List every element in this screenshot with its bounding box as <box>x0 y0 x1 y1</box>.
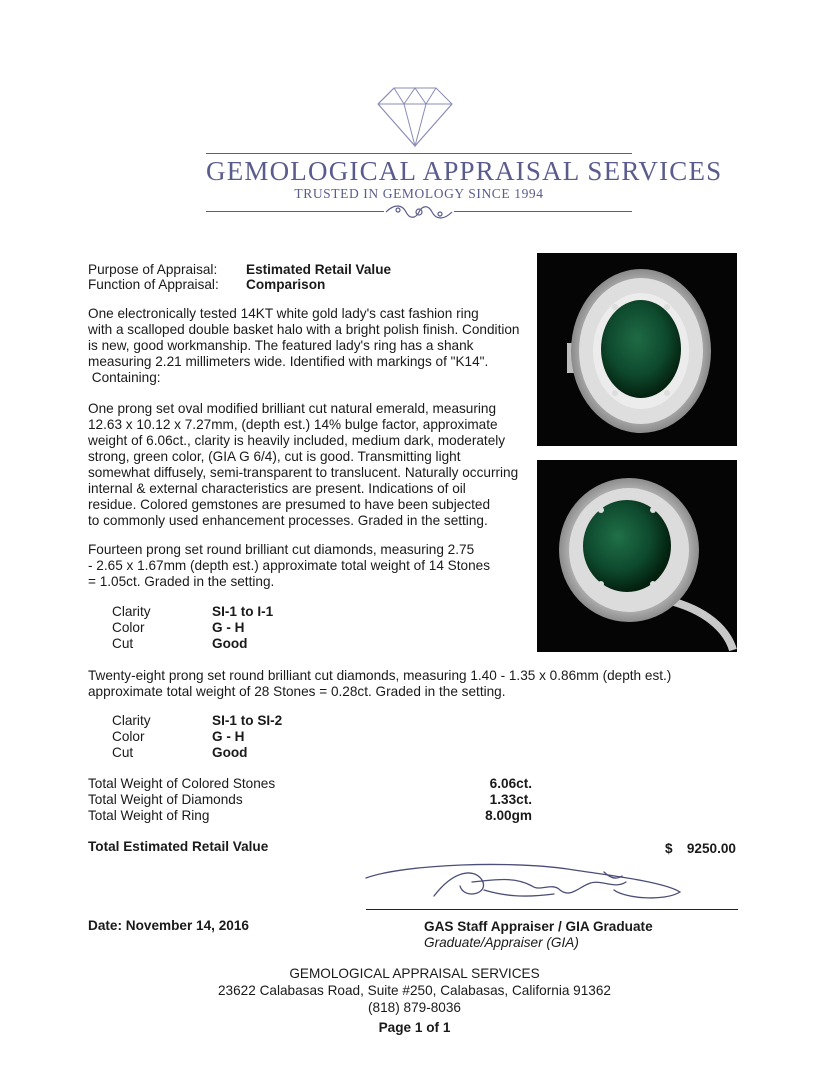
diamonds1-color-value: G - H <box>212 620 245 635</box>
diamonds1-description <box>88 542 490 590</box>
function-label: Function of Appraisal: <box>88 277 219 292</box>
total-diamonds-label: Total Weight of Diamonds <box>88 792 243 807</box>
company-title: GEMOLOGICAL APPRAISAL SERVICES <box>206 156 723 186</box>
description-line: is new, good workmanship. The featured lady's ring has a shank <box>88 338 474 353</box>
appraiser-subtitle: Graduate/Appraiser (GIA) <box>424 935 579 950</box>
total-ring-weight-label: Total Weight of Ring <box>88 808 210 823</box>
flourish-ornament-icon <box>384 202 454 222</box>
appraiser-title: GAS Staff Appraiser / GIA Graduate <box>424 919 653 934</box>
retail-currency: $ <box>665 841 673 856</box>
emerald-line: weight of 6.06ct., clarity is heavily included, medium dark, moderately <box>88 433 506 448</box>
emerald-line: somewhat diffusely, semi-transparent to translucent. Naturally occurring <box>88 465 519 480</box>
diamonds2-line: approximate total weight of 28 Stones = 0.28ct. Graded in the setting. <box>88 684 506 699</box>
header-top-rule <box>206 153 632 154</box>
purpose-value: Estimated Retail Value <box>246 262 392 277</box>
total-colored-stones-label: Total Weight of Colored Stones <box>88 776 276 791</box>
emerald-line: internal & external characteristics are present. Indications of oil <box>88 481 466 496</box>
diamonds2-line: Twenty-eight prong set round brilliant cut diamonds, measuring 1.40 - 1.35 x 0.86mm (depth est.) <box>88 668 672 683</box>
footer-address: 23622 Calabasas Road, Suite #250, Calabasas, California 91362 <box>218 983 611 998</box>
ring-description <box>88 306 520 386</box>
diamonds2-clarity-value: SI-1 to SI-2 <box>212 713 283 728</box>
header-bottom-rule-right <box>454 211 632 212</box>
description-line: One electronically tested 14KT white gold lady's cast fashion ring <box>88 306 479 321</box>
description-line: with a scalloped double basket halo with a bright polish finish. Condition <box>88 322 520 337</box>
diamonds2-cut-value: Good <box>212 745 248 760</box>
emerald-line: strong, green color, (GIA G 6/4), cut is good. Transmitting light <box>88 449 461 464</box>
diamond-logo-icon <box>376 86 454 148</box>
total-diamonds-value: 1.33ct. <box>489 792 532 807</box>
diamonds2-description <box>88 668 671 700</box>
signature-line <box>366 909 738 910</box>
emerald-line: One prong set oval modified brilliant cut natural emerald, measuring <box>88 401 497 416</box>
diamonds1-line: Fourteen prong set round brilliant cut diamonds, measuring 2.75 <box>88 542 475 557</box>
diamonds1-line: - 2.65 x 1.67mm (depth est.) approximate total weight of 14 Stones <box>88 558 490 573</box>
diamonds2-color-label: Color <box>112 729 145 744</box>
footer-company: GEMOLOGICAL APPRAISAL SERVICES <box>289 966 540 981</box>
diamonds1-cut-label: Cut <box>112 636 134 651</box>
total-ring-weight-value: 8.00gm <box>485 808 532 823</box>
ring-photo-angle <box>537 460 737 652</box>
diamonds1-line: = 1.05ct. Graded in the setting. <box>88 574 275 589</box>
purpose-label: Purpose of Appraisal: <box>88 262 218 277</box>
header-bottom-rule-left <box>206 211 384 212</box>
retail-value-label: Total Estimated Retail Value <box>88 839 269 854</box>
appraisal-date: Date: November 14, 2016 <box>88 918 249 933</box>
diamonds1-color-label: Color <box>112 620 145 635</box>
ring-photo-top <box>537 253 737 446</box>
diamonds2-cut-label: Cut <box>112 745 134 760</box>
emerald-line: 12.63 x 10.12 x 7.27mm, (depth est.) 14% bulge factor, approximate <box>88 417 498 432</box>
diamonds1-clarity-value: SI-1 to I-1 <box>212 604 274 619</box>
ring-angle-view-image <box>537 460 737 652</box>
function-value: Comparison <box>246 277 326 292</box>
diamonds2-color-value: G - H <box>212 729 245 744</box>
footer-page-number: Page 1 of 1 <box>378 1020 451 1035</box>
diamonds1-cut-value: Good <box>212 636 248 651</box>
ring-top-view-image <box>537 253 737 446</box>
emerald-description <box>88 401 518 529</box>
total-colored-stones-value: 6.06ct. <box>489 776 532 791</box>
description-line: measuring 2.21 millimeters wide. Identified with markings of "K14". <box>88 354 489 369</box>
emerald-line: to commonly used enhancement processes. Graded in the setting. <box>88 513 488 528</box>
retail-amount: 9250.00 <box>686 841 736 856</box>
emerald-line: residue. Colored gemstones are presumed to have been subjected <box>88 497 491 512</box>
diamonds2-clarity-label: Clarity <box>112 713 151 728</box>
description-line: Containing: <box>88 370 161 385</box>
company-tagline: TRUSTED IN GEMOLOGY SINCE 1994 <box>294 186 544 201</box>
appraiser-signature <box>364 860 684 910</box>
footer-phone: (818) 879-8036 <box>368 1000 461 1015</box>
diamonds1-clarity-label: Clarity <box>112 604 151 619</box>
